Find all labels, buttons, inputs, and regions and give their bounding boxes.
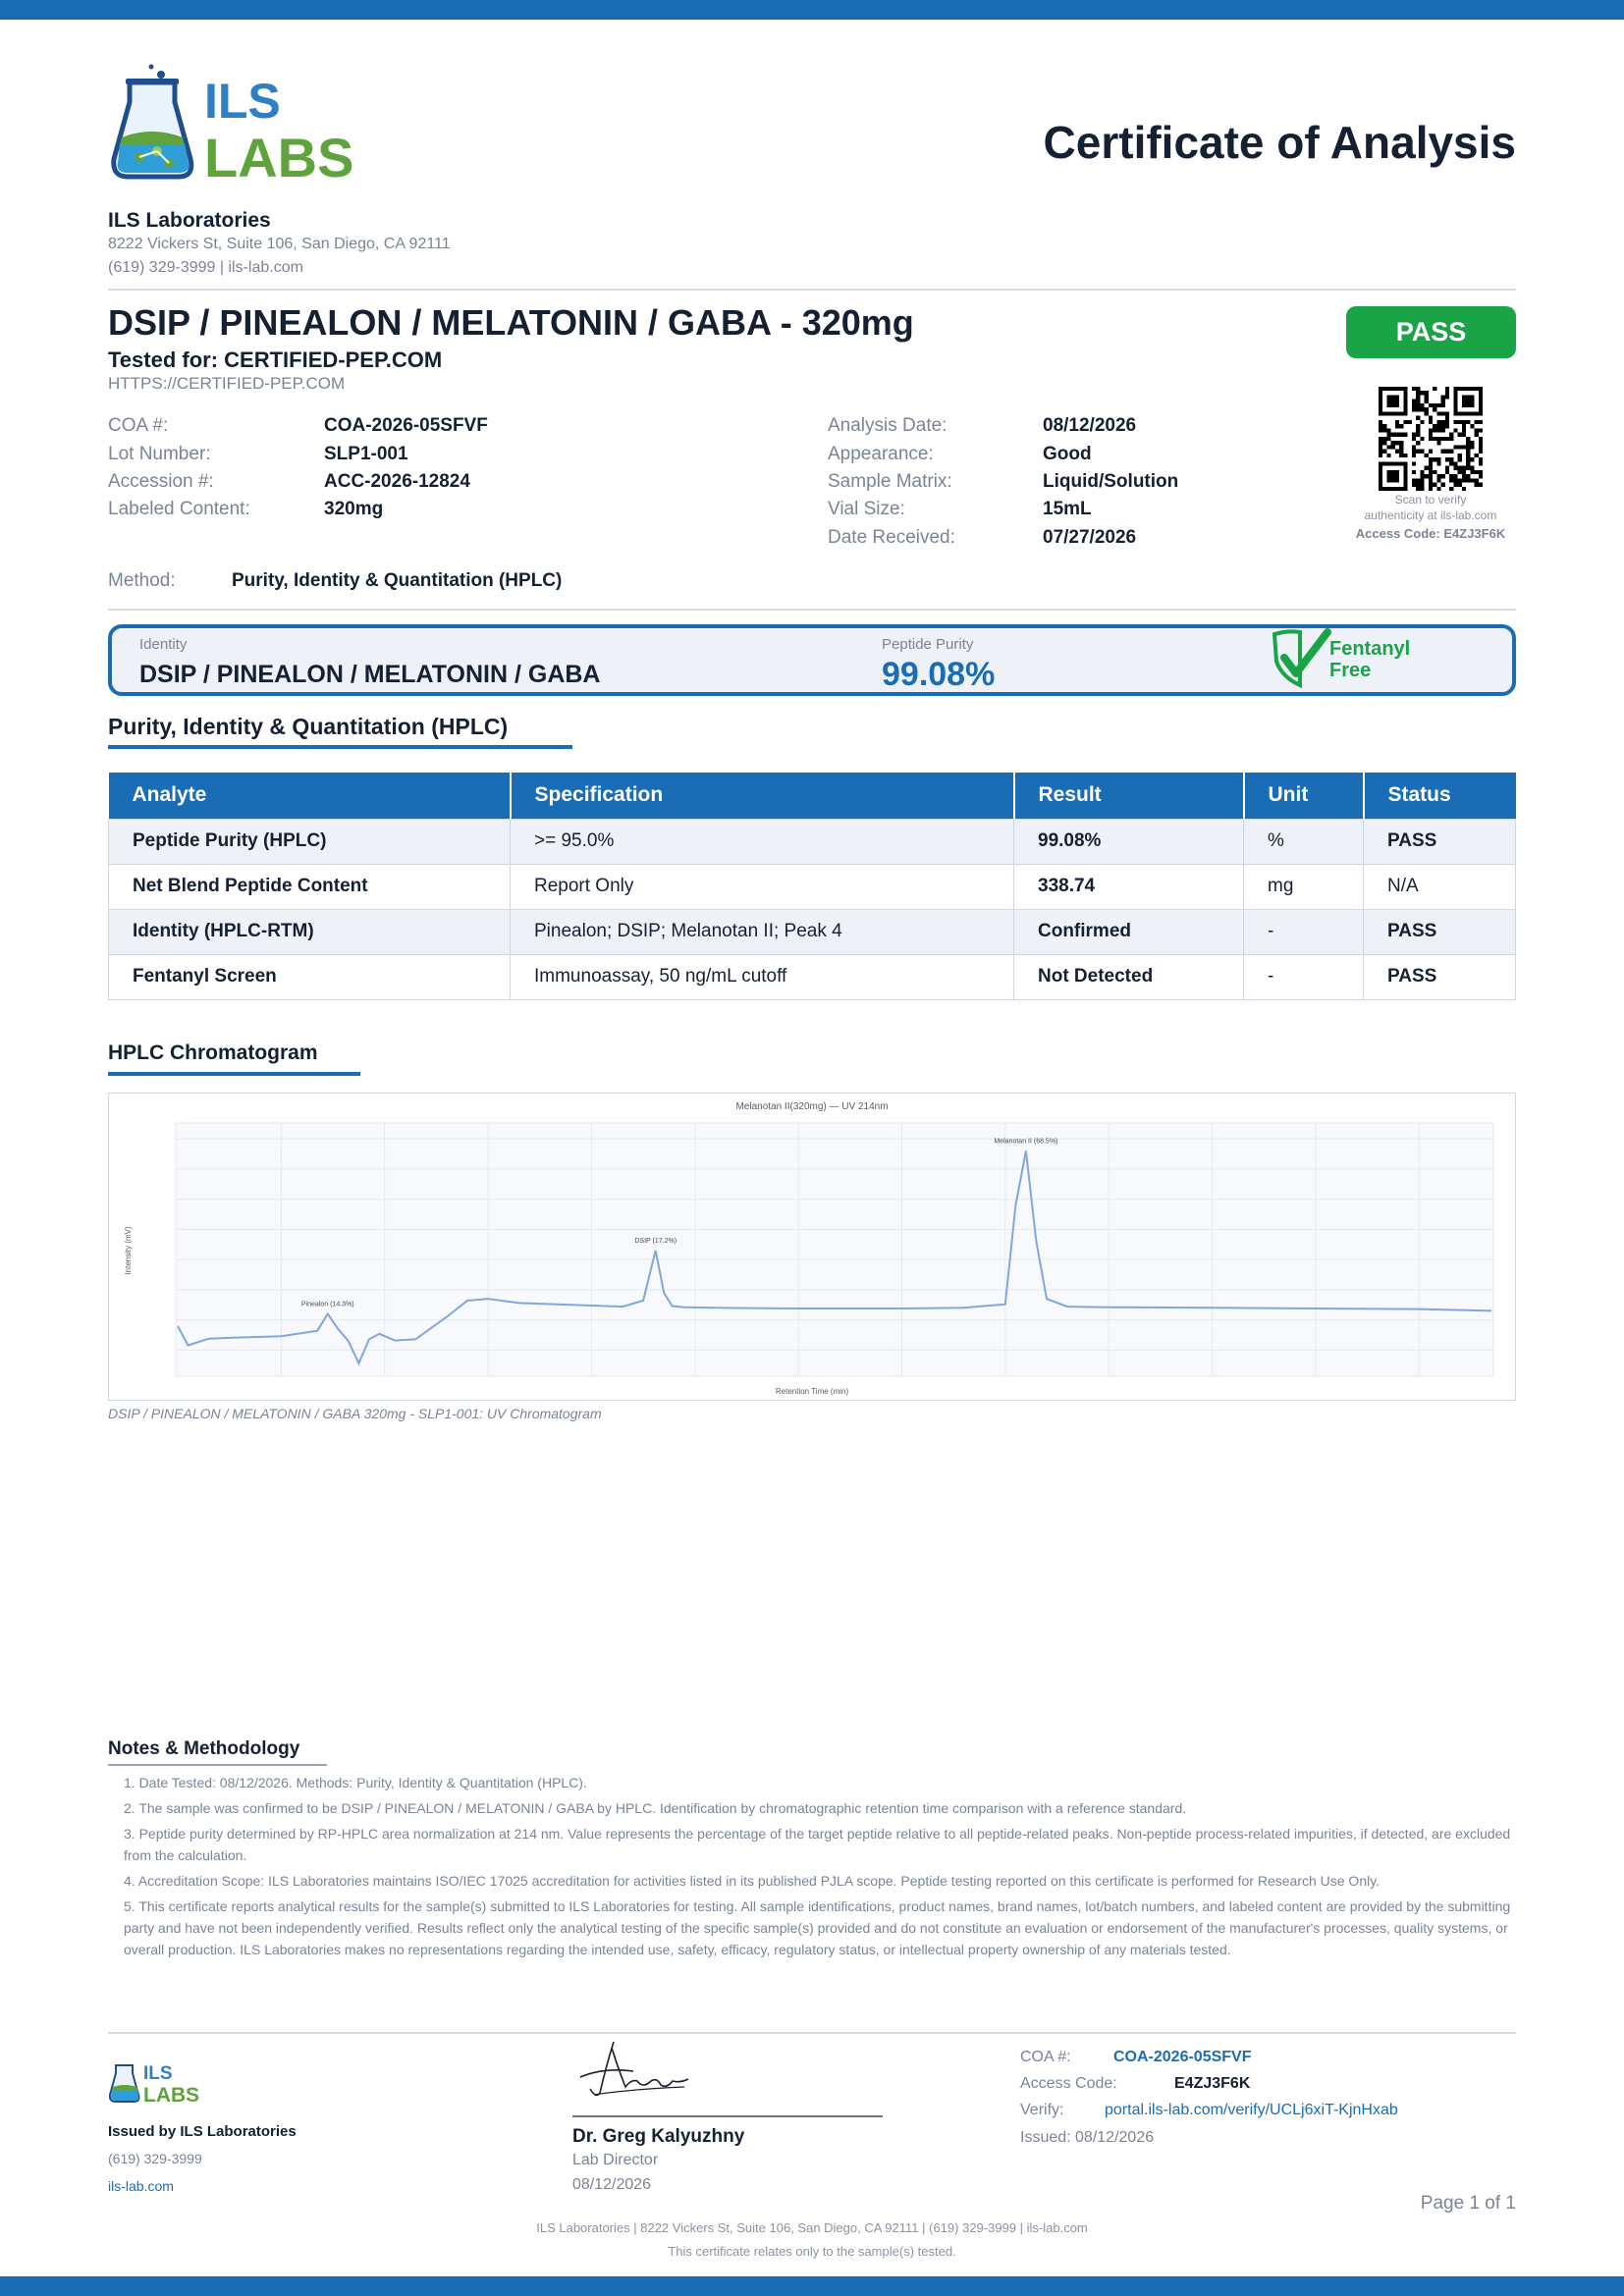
note-item: 3. Peptide purity determined by RP-HPLC area normalization at 214 nm. Value represents the percentage of the target peptide relative to all peptide-related peaks. Non-peptide process-related impurities, if detected, are excluded from the calculation. — [124, 1826, 1511, 1863]
signer-role: Lab Director — [572, 2152, 659, 2168]
cell-status: PASS — [1364, 909, 1516, 954]
signer-date: 08/12/2026 — [572, 2176, 652, 2193]
section-underline — [108, 745, 572, 749]
signature-image — [574, 2038, 702, 2107]
divider — [108, 609, 1516, 611]
lab-name: ILS Laboratories — [108, 209, 271, 232]
footer-divider — [108, 2032, 1516, 2034]
issued-by: Issued by ILS Laboratories — [108, 2123, 297, 2140]
method-value: Purity, Identity & Quantitation (HPLC) — [232, 570, 563, 591]
footer-logo-text-ils: ILS — [143, 2063, 173, 2084]
coa-number-label: COA #: — [108, 415, 169, 436]
column-header-specification: Specification — [511, 773, 1014, 819]
cell-result: Not Detected — [1014, 954, 1244, 999]
peak-label: DSIP (17.2%) — [634, 1237, 677, 1245]
footer-website-link[interactable]: ils-lab.com — [108, 2178, 174, 2194]
footer-access-value: E4ZJ3F6K — [1174, 2075, 1251, 2092]
cell-result: Confirmed — [1014, 909, 1244, 954]
notes-list — [108, 1772, 1516, 1964]
footer-ils-labs-logo — [108, 2057, 202, 2105]
note-item: 4. Accreditation Scope: ILS Laboratories maintains ISO/IEC 17025 accreditation for activities listed in its published PJLA scope. Peptide testing reported on this certificate is performed for Research Use Only. — [124, 1873, 1380, 1889]
note-item: 1. Date Tested: 08/12/2026. Methods: Purity, Identity & Quantitation (HPLC). — [124, 1775, 587, 1790]
sample-matrix-label: Sample Matrix: — [828, 471, 952, 492]
lab-contact: (619) 329-3999 | ils-lab.com — [108, 259, 303, 276]
cell-status: PASS — [1364, 819, 1516, 864]
lot-number-value: SLP1-001 — [324, 444, 408, 464]
analysis-date-label: Analysis Date: — [828, 415, 947, 436]
notes-heading: Notes & Methodology — [108, 1738, 300, 1759]
cell-specification: >= 95.0% — [511, 819, 1014, 864]
plot-area — [176, 1123, 1493, 1376]
lot-number-label: Lot Number: — [108, 444, 211, 464]
chromatogram-heading: HPLC Chromatogram — [108, 1041, 318, 1064]
cell-analyte: Net Blend Peptide Content — [109, 864, 511, 909]
labeled-content-value: 320mg — [324, 499, 384, 519]
page-number: Page 1 of 1 — [1420, 2193, 1516, 2214]
chromatogram-panel — [108, 1093, 1516, 1401]
bottom-accent-bar — [0, 2276, 1624, 2296]
labeled-content-label: Labeled Content: — [108, 499, 250, 519]
cell-unit: mg — [1244, 864, 1364, 909]
column-header-analyte: Analyte — [109, 773, 511, 819]
table-row — [109, 954, 1516, 999]
appearance-label: Appearance: — [828, 444, 934, 464]
footer-coa-label: COA #: — [1020, 2049, 1071, 2065]
plot-title: Melanotan II(320mg) — UV 214nm — [735, 1101, 889, 1112]
table-header-row — [109, 773, 1516, 819]
cell-result: 99.08% — [1014, 819, 1244, 864]
cell-specification: Report Only — [511, 864, 1014, 909]
footer-verify-label: Verify: — [1020, 2102, 1064, 2118]
plot-x-axis-label: Retention Time (min) — [775, 1387, 849, 1396]
chromatogram-caption: DSIP / PINEALON / MELATONIN / GABA 320mg - SLP1-001: UV Chromatogram — [108, 1406, 602, 1421]
footer-phone: (619) 329-3999 — [108, 2151, 202, 2166]
footer-issued-date: Issued: 08/12/2026 — [1020, 2129, 1155, 2146]
accession-label: Accession #: — [108, 471, 214, 492]
plot-y-axis-label: Intensity (mV) — [124, 1226, 133, 1275]
lab-address: 8222 Vickers St, Suite 106, San Diego, CA 92111 — [108, 236, 451, 252]
results-section-heading: Purity, Identity & Quantitation (HPLC) — [108, 714, 509, 739]
identity-value: DSIP / PINEALON / MELATONIN / GABA — [139, 661, 601, 688]
cell-result: 338.74 — [1014, 864, 1244, 909]
pass-badge: PASS — [1346, 306, 1516, 358]
chromatogram-chart — [109, 1094, 1515, 1400]
cell-status: PASS — [1364, 954, 1516, 999]
cell-analyte: Peptide Purity (HPLC) — [109, 819, 511, 864]
footer-address-line: ILS Laboratories | 8222 Vickers St, Suite 106, San Diego, CA 92111 | (619) 329-3999 | ils-lab.com — [536, 2220, 1088, 2235]
column-header-unit: Unit — [1244, 773, 1364, 819]
qr-note-line1: Scan to verify — [1394, 493, 1467, 507]
qr-code-icon[interactable] — [1379, 387, 1483, 491]
table-row — [109, 909, 1516, 954]
cell-analyte: Identity (HPLC-RTM) — [109, 909, 511, 954]
method-label: Method: — [108, 570, 176, 591]
accession-value: ACC-2026-12824 — [324, 471, 470, 492]
footer-disclaimer-line: This certificate relates only to the sample(s) tested. — [668, 2244, 956, 2259]
product-title: DSIP / PINEALON / MELATONIN / GABA - 320mg — [108, 302, 914, 343]
signature-line — [572, 2115, 883, 2117]
table-row — [109, 864, 1516, 909]
sample-matrix-value: Liquid/Solution — [1043, 471, 1179, 492]
cell-unit: - — [1244, 909, 1364, 954]
vial-size-value: 15mL — [1043, 499, 1092, 519]
date-received-label: Date Received: — [828, 527, 955, 548]
divider — [108, 289, 1516, 291]
footer-verify-link[interactable]: portal.ils-lab.com/verify/UCLj6xiT-KjnHxab — [1105, 2102, 1398, 2118]
note-item: 2. The sample was confirmed to be DSIP / PINEALON / MELATONIN / GABA by HPLC. Identification by chromatographic retention time comparison with a reference standard. — [124, 1800, 1187, 1816]
footer-logo-text-labs: LABS — [143, 2084, 200, 2105]
identity-label: Identity — [139, 636, 188, 653]
appearance-value: Good — [1043, 444, 1092, 464]
cell-status: N/A — [1364, 864, 1516, 909]
results-table — [108, 773, 1516, 1000]
tested-for-url: HTTPS://CERTIFIED-PEP.COM — [108, 374, 346, 393]
fentanyl-free-line2: Free — [1329, 660, 1372, 681]
top-accent-bar — [0, 0, 1624, 20]
qr-note-line2: authenticity at ils-lab.com — [1364, 508, 1497, 522]
date-received-value: 07/27/2026 — [1043, 527, 1137, 548]
cell-specification: Immunoassay, 50 ng/mL cutoff — [511, 954, 1014, 999]
ils-labs-logo — [108, 61, 353, 184]
qr-access-code: Access Code: E4ZJ3F6K — [1355, 526, 1506, 541]
cell-unit: % — [1244, 819, 1364, 864]
column-header-result: Result — [1014, 773, 1244, 819]
fentanyl-free-line1: Fentanyl — [1329, 638, 1411, 660]
section-underline — [108, 1764, 327, 1766]
cell-analyte: Fentanyl Screen — [109, 954, 511, 999]
document-title: Certificate of Analysis — [1043, 117, 1516, 168]
footer-access-label: Access Code: — [1020, 2075, 1117, 2092]
analysis-date-value: 08/12/2026 — [1043, 415, 1137, 436]
section-underline — [108, 1072, 360, 1076]
logo-text-ils: ILS — [204, 74, 281, 129]
coa-number-value: COA-2026-05SFVF — [324, 415, 488, 436]
fentanyl-free-shield-icon — [1271, 628, 1331, 693]
table-row — [109, 819, 1516, 864]
note-item: 5. This certificate reports analytical results for the sample(s) submitted to ILS Laboratories for testing. All sample identifications, product names, brand names, lot/batch numbers, and labeled content are provided by the submitting party and have not been independently verified. Results reflect only the analytical testing of the specific sample(s) provided and do not constitute an evaluation or endorsement of the manufacturer's processes, quality systems, or overall production. ILS Laboratories makes no representations regarding the intended use, safety, efficacy, regulatory status, or intellectual property ownership of any materials tested. — [124, 1898, 1511, 1957]
column-header-status: Status — [1364, 773, 1516, 819]
cell-specification: Pinealon; DSIP; Melanotan II; Peak 4 — [511, 909, 1014, 954]
peak-label: Melanotan II (68.5%) — [994, 1138, 1058, 1146]
signer-name: Dr. Greg Kalyuzhny — [572, 2126, 745, 2147]
peak-label: Pinealon (14.3%) — [300, 1301, 354, 1308]
peptide-purity-value: 99.08% — [882, 656, 996, 693]
tested-for: Tested for: CERTIFIED-PEP.COM — [108, 347, 443, 372]
peptide-purity-label: Peptide Purity — [882, 636, 974, 653]
logo-text-labs: LABS — [204, 127, 353, 184]
vial-size-label: Vial Size: — [828, 499, 905, 519]
fentanyl-free-text — [1329, 638, 1410, 681]
cell-unit: - — [1244, 954, 1364, 999]
footer-coa-value: COA-2026-05SFVF — [1113, 2049, 1252, 2065]
